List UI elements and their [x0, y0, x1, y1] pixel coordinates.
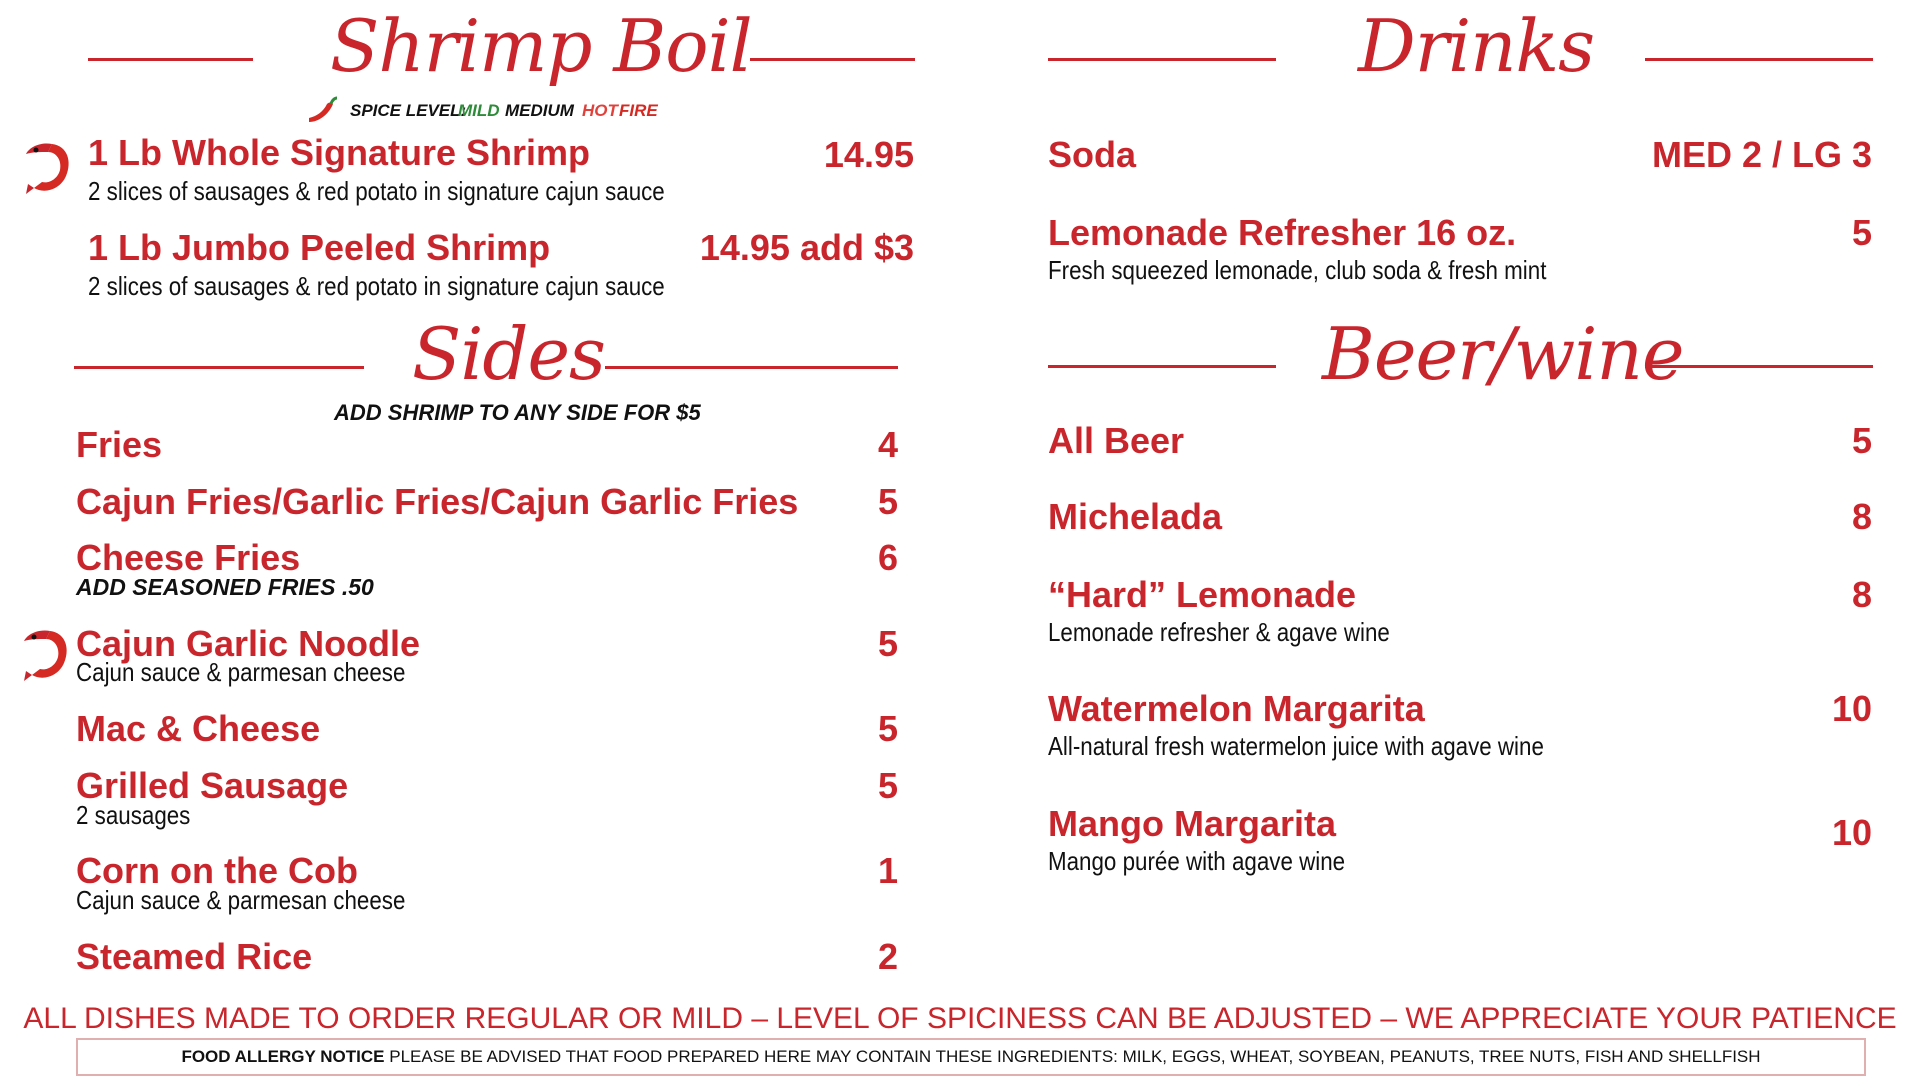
menu-item-price: 5 [1851, 420, 1872, 461]
spice-hot: HOT [582, 101, 618, 120]
menu-item-note: ADD SEASONED FRIES .50 [76, 574, 374, 600]
menu-item-name: Lemonade Refresher 16 oz. [1048, 212, 1517, 253]
menu-item-name: All Beer [1048, 420, 1185, 461]
menu-item-price: 10 [1831, 688, 1872, 729]
menu-item-description: 2 slices of sausages & red potato in signature cajun sauce [88, 176, 665, 206]
menu-item-price: 10 [1831, 812, 1872, 853]
menu-item-name: Steamed Rice [76, 936, 313, 977]
menu-item-price: 6 [877, 537, 898, 578]
divider [88, 58, 253, 61]
divider [74, 366, 364, 369]
menu-item-price: 14.95 [823, 134, 914, 175]
section-title-sides: Sides [412, 312, 605, 396]
allergy-notice-label: FOOD ALLERGY NOTICE [181, 1047, 385, 1066]
divider [605, 366, 898, 369]
menu-item-price: 5 [877, 708, 898, 749]
shrimp-icon [22, 140, 74, 196]
menu-item-price: 5 [1851, 212, 1872, 253]
menu-item-description: Cajun sauce & parmesan cheese [76, 657, 406, 687]
divider [1048, 365, 1276, 368]
allergy-notice-text: PLEASE BE ADVISED THAT FOOD PREPARED HERE MAY CONTAIN THESE INGREDIENTS: MILK, EGGS, WHEAT, SOYBEAN, PEANUTS, TREE NUTS, FISH AND SHELLFISH [389, 1047, 1761, 1066]
menu-item-description: 2 sausages [76, 800, 191, 830]
menu-item-price: 5 [877, 481, 898, 522]
menu-item-name: Cheese Fries [76, 537, 301, 578]
menu-item-name: Mac & Cheese [76, 708, 321, 749]
menu-item-price: 2 [877, 936, 898, 977]
spice-mild: MILD [458, 101, 500, 120]
menu-item-name: 1 Lb Whole Signature Shrimp [88, 132, 591, 173]
spice-label: SPICE LEVEL: [350, 101, 467, 120]
menu-item-name: Cajun Garlic Noodle [76, 623, 421, 664]
section-title-drinks: Drinks [1358, 4, 1595, 88]
menu-item-name: Soda [1048, 134, 1137, 175]
menu-item-description: Cajun sauce & parmesan cheese [76, 885, 406, 915]
menu-item-description: 2 slices of sausages & red potato in signature cajun sauce [88, 271, 665, 301]
menu-item-name: “Hard” Lemonade [1048, 574, 1357, 615]
section-title-shrimp-boil: Shrimp Boil [330, 4, 752, 88]
chili-pepper-icon [305, 96, 339, 126]
menu-item-name: Mango Margarita [1048, 803, 1337, 844]
menu-item-price: MED 2 / LG 3 [1651, 134, 1872, 175]
divider [750, 58, 915, 61]
divider [1048, 58, 1276, 61]
menu-item-description: Lemonade refresher & agave wine [1048, 617, 1390, 647]
divider [1645, 58, 1873, 61]
menu-item-name: Michelada [1048, 496, 1223, 537]
menu-item-name: Corn on the Cob [76, 850, 358, 891]
menu-item-price: 1 [877, 850, 898, 891]
spice-banner: ALL DISHES MADE TO ORDER REGULAR OR MILD – LEVEL OF SPICINESS CAN BE ADJUSTED – WE APPRECIATE YOUR PATIENCE [23, 1002, 1897, 1035]
menu-item-price: 8 [1851, 496, 1872, 537]
section-title-beer-wine: Beer/wine [1322, 312, 1684, 396]
menu-item-price: 5 [877, 765, 898, 806]
menu-item-price: 14.95 add $3 [699, 227, 914, 268]
menu-item-price: 5 [877, 623, 898, 664]
menu-item-name: Watermelon Margarita [1048, 688, 1425, 729]
menu-item-name: Fries [76, 424, 163, 465]
menu-item-description: All-natural fresh watermelon juice with agave wine [1048, 731, 1544, 761]
menu-item-price: 8 [1851, 574, 1872, 615]
menu-item-description: Mango purée with agave wine [1048, 846, 1346, 876]
shrimp-icon [20, 627, 72, 683]
menu-item-name: Grilled Sausage [76, 765, 349, 806]
sides-note: ADD SHRIMP TO ANY SIDE FOR $5 [334, 400, 701, 425]
allergy-notice [76, 1038, 1866, 1076]
menu-item-description: Fresh squeezed lemonade, club soda & fresh mint [1048, 255, 1547, 285]
menu-item-price: 4 [877, 424, 898, 465]
spice-fire: FIRE [619, 101, 658, 120]
menu-item-name: Cajun Fries/Garlic Fries/Cajun Garlic Fries [76, 481, 799, 522]
spice-medium: MEDIUM [505, 101, 574, 120]
menu-item-name: 1 Lb Jumbo Peeled Shrimp [88, 227, 551, 268]
